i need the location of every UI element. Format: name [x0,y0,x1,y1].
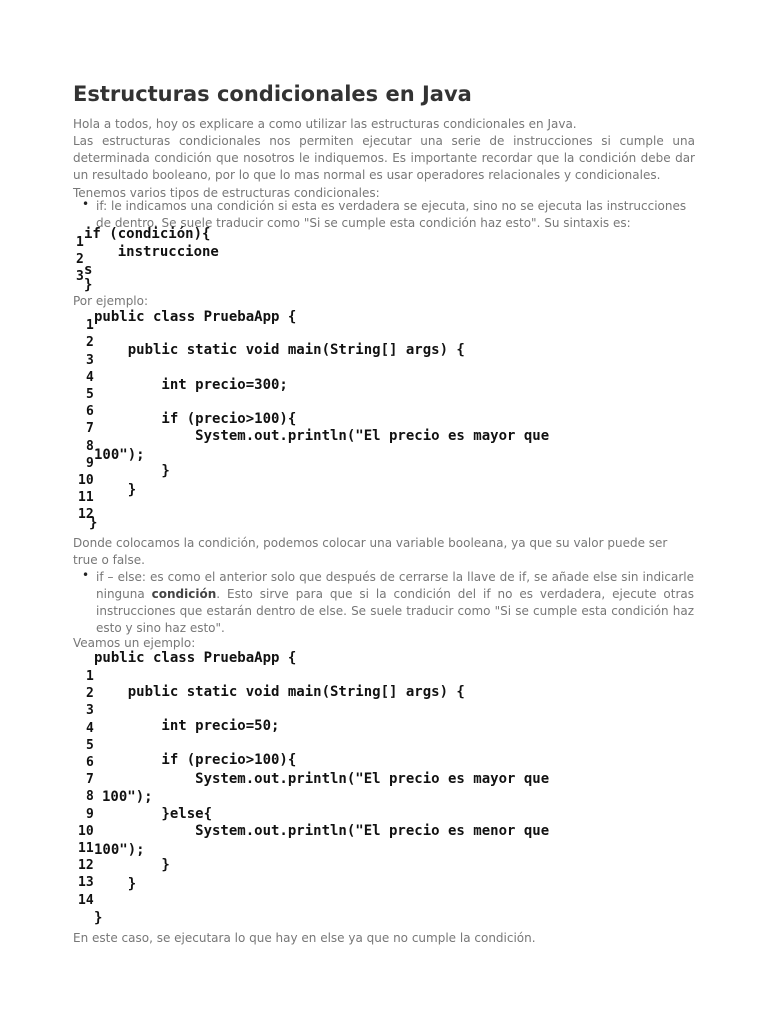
line-number: 8 [86,439,94,454]
bold-term: condición [151,587,217,601]
code-line: int precio=300; [94,377,288,393]
code-line: public static void main(String[] args) { [94,342,465,358]
line-number: 13 [78,875,94,890]
types-intro: Tenemos varios tipos de estructuras condicionales: [73,186,380,200]
code-line: public class PruebaApp { [94,650,297,666]
line-number: 8 [86,789,94,804]
line-number: 7 [86,421,94,436]
page-title: Estructuras condicionales en Java [73,82,472,106]
line-number: 2 [76,252,84,267]
line-number: 10 [78,473,94,488]
line-number: 14 [78,893,94,908]
code-line: public class PruebaApp { [94,309,297,325]
line-number: 1 [86,318,94,333]
conclusion-text: En este caso, se ejecutara lo que hay en else ya que no cumple la condición. [73,931,536,945]
bullet-if: if: le indicamos una condición si esta es verdadera se ejecuta, sino no se ejecuta las instrucciones de dentro. Se suele traducir como "Si se cumple esta condición haz esto". Su sintaxis es: [96,199,687,230]
code-line: 100"); [94,842,145,858]
code-line: 100"); [94,447,145,463]
line-number: 9 [86,807,94,822]
line-number: 2 [86,335,94,350]
intro-line: Hola a todos, hoy os explicare a como utilizar las estructuras condicionales en Java. [73,117,577,131]
line-number: 7 [86,772,94,787]
code-line: } [89,515,98,531]
line-number: 3 [86,703,94,718]
line-number: 6 [86,404,94,419]
line-number: 11 [78,490,94,505]
line-number: 6 [86,755,94,770]
code-line: int precio=50; [94,718,280,734]
code-line: } [94,857,170,873]
line-number: 9 [86,456,94,471]
code-line: }else{ [94,806,213,822]
code-line: System.out.println("El precio es mayor que [94,428,550,444]
code-line: public static void main(String[] args) { [94,684,465,700]
syntax-code-line: } [84,277,93,293]
syntax-code-line: if (condición){ [84,226,211,242]
line-number: 1 [76,235,84,250]
example1-label: Por ejemplo: [73,294,149,308]
line-number: 5 [86,738,94,753]
code-line: System.out.println("El precio es mayor que [94,771,550,787]
code-line: System.out.println("El precio es menor que [94,823,550,839]
code-line: } [94,463,170,479]
line-number: 4 [86,721,94,736]
code-line: } [94,910,103,926]
example2-label: Veamos un ejemplo: [73,636,196,650]
line-number: 12 [78,858,94,873]
line-number: 4 [86,370,94,385]
line-number: 1 [86,669,94,684]
line-number: 5 [86,387,94,402]
code-line: } [94,876,137,892]
after-example1-text: Donde colocamos la condición, podemos colocar una variable booleana, ya que su valor puede ser true o false. [73,536,668,567]
code-line: 100"); [102,789,153,805]
line-number: 3 [86,353,94,368]
code-line: } [94,482,137,498]
syntax-code-line: s [84,262,93,278]
line-number: 2 [86,686,94,701]
code-line: if (precio>100){ [94,411,297,427]
line-number: 11 [78,841,94,856]
bullet-dot: • [82,568,90,582]
bullet-if-else: if – else: es como el anterior solo que después de cerrarse la llave de if, se añade else sin indicarle ninguna condición. Esto sirve para que si la condición del if no es verdadera, ejecute otras instrucciones que estarán dentro de else. Se suele traducir como "Si se cumple esta condición haz esto y sino haz esto". [96,570,694,635]
syntax-code-line: instruccione [84,244,219,260]
line-number: 3 [76,269,84,284]
code-line: if (precio>100){ [94,752,297,768]
bullet-dot: • [82,197,90,211]
intro-paragraph: Las estructuras condicionales nos permiten ejecutar una serie de instrucciones si cumple una determinada condición que nosotros le indiquemos. Es importante recordar que la condición debe dar un resultado booleano, por lo que lo mas normal es usar operadores relacionales y condicionales. [73,134,695,182]
line-number: 10 [78,824,94,839]
line-number: 12 [78,507,94,522]
